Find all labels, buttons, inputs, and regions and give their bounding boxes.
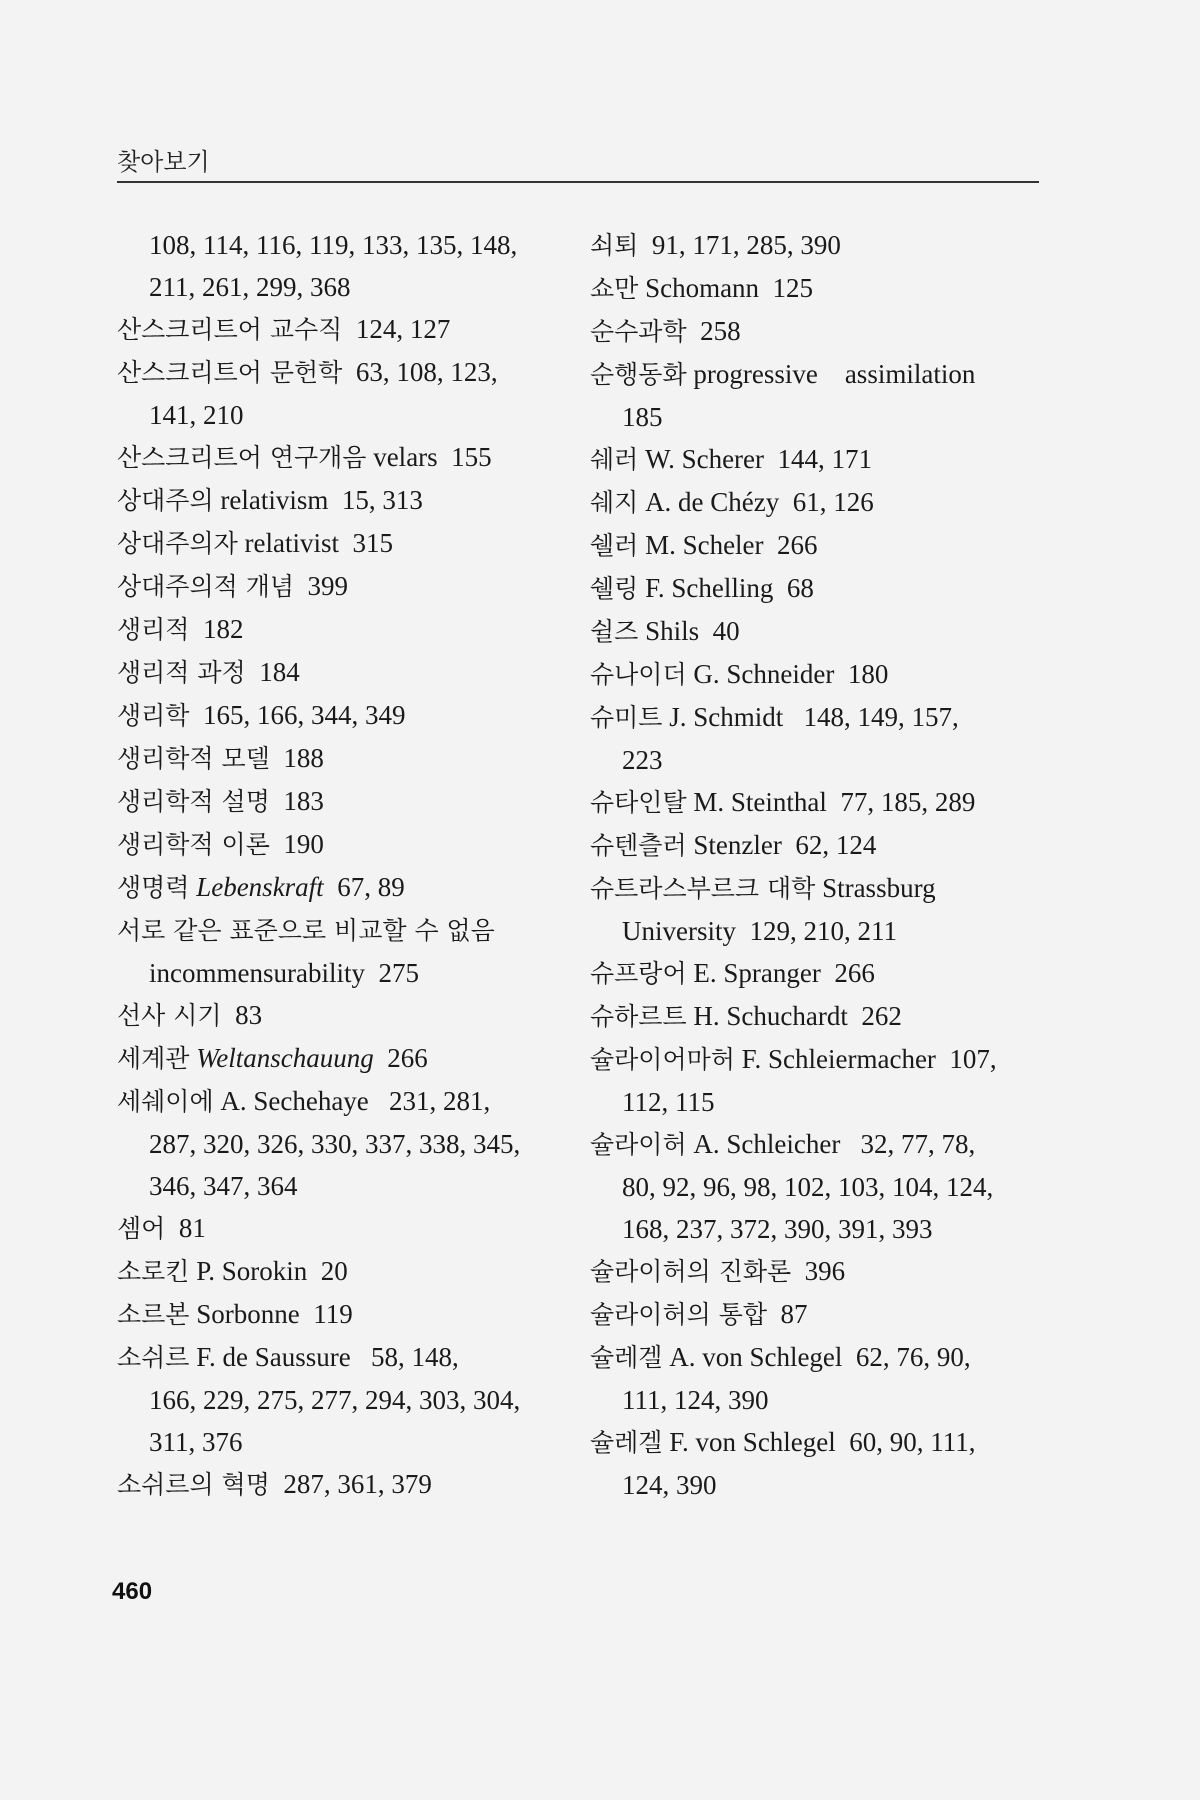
index-column-left	[117, 224, 557, 1506]
index-term-korean: 소르본	[117, 1300, 190, 1329]
index-term-korean: 생리적 과정	[117, 658, 246, 687]
index-entry-continuation	[590, 910, 1034, 952]
index-entry-continuation	[590, 1464, 1034, 1506]
index-term-text: 165, 166, 344, 349	[189, 700, 406, 730]
index-entry	[590, 267, 1034, 310]
index-term-text: University 129, 210, 211	[622, 916, 897, 946]
index-term-text: 223	[622, 745, 663, 775]
index-entry	[117, 651, 557, 694]
index-entry	[590, 1336, 1034, 1379]
index-term-text: 141, 210	[149, 400, 244, 430]
index-term-korean: 세계관	[117, 1044, 190, 1073]
index-entry	[117, 1250, 557, 1293]
index-term-text: M. Steinthal 77, 185, 289	[686, 787, 976, 817]
index-term-text: 183	[269, 786, 324, 816]
index-term-korean: 상대주의	[117, 486, 214, 515]
index-term-text: 190	[269, 829, 324, 859]
index-entry	[590, 781, 1034, 824]
index-term-korean: 슐라이어마허	[590, 1045, 735, 1074]
index-term-korean: 쉐러	[590, 445, 639, 474]
index-entry	[117, 479, 557, 522]
index-term-korean: 쇠퇴	[590, 231, 639, 260]
index-term-text: 396	[791, 1256, 846, 1286]
index-entry	[590, 1421, 1034, 1464]
index-entry	[117, 866, 557, 909]
index-term-korean: 소쉬르의 혁명	[117, 1470, 270, 1499]
index-term-korean: 셈어	[117, 1214, 166, 1243]
index-term-text: 80, 92, 96, 98, 102, 103, 104, 124,	[622, 1172, 994, 1202]
index-term-text: 266	[373, 1043, 428, 1073]
index-term-korean: 순수과학	[590, 317, 687, 346]
index-term-text: A. Sechehaye 231, 281,	[213, 1086, 491, 1116]
index-term-korean: 생리적	[117, 615, 190, 644]
index-term-text: 399	[294, 571, 348, 601]
index-term-korean: 슐라이허의 통합	[590, 1300, 767, 1329]
index-entry-continuation	[590, 739, 1034, 781]
index-entry	[117, 994, 557, 1037]
index-term-text: A. de Chézy 61, 126	[638, 487, 874, 517]
index-term-korean: 생리학적 설명	[117, 787, 270, 816]
index-entry	[117, 1463, 557, 1506]
index-term-text: 124, 390	[622, 1470, 717, 1500]
index-term-text: relativism 15, 313	[213, 485, 423, 515]
page-number: 460	[112, 1578, 153, 1605]
index-entry	[117, 694, 557, 737]
index-term-text: F. Schleiermacher 107,	[734, 1044, 997, 1074]
index-term-text: 185	[622, 402, 663, 432]
running-head: 찾아보기	[117, 148, 210, 176]
index-term-korean: 생리학	[117, 701, 190, 730]
index-entry	[117, 909, 557, 952]
index-term-korean: 슈트라스부르크 대학	[590, 874, 816, 903]
index-term-korean: 선사 시기	[117, 1001, 222, 1030]
index-entry	[590, 310, 1034, 353]
index-entry-continuation	[117, 224, 557, 266]
index-entry	[117, 1336, 557, 1379]
index-term-korean: 세쉐이에	[117, 1087, 214, 1116]
index-term-text: 188	[269, 743, 324, 773]
index-term-korean: 쇼만	[590, 274, 639, 303]
index-term-text: F. de Saussure 58, 148,	[189, 1342, 459, 1372]
index-entry	[590, 1123, 1034, 1166]
index-entry	[590, 481, 1034, 524]
index-entry	[117, 351, 557, 394]
index-term-korean: 생리학적 모델	[117, 744, 270, 773]
index-term-text: 168, 237, 372, 390, 391, 393	[622, 1214, 933, 1244]
index-term-korean: 슐레겔	[590, 1343, 663, 1372]
index-term-korean: 슐라이허의 진화론	[590, 1257, 792, 1286]
index-term-korean: 슐레겔	[590, 1428, 663, 1457]
index-term-text: progressive assimilation	[686, 359, 976, 389]
index-entry	[117, 436, 557, 479]
index-term-korean: 슈하르트	[590, 1002, 687, 1031]
index-term-text: 166, 229, 275, 277, 294, 303, 304,	[149, 1385, 521, 1415]
index-entry	[590, 696, 1034, 739]
index-entry	[590, 1038, 1034, 1081]
index-term-text: H. Schuchardt 262	[686, 1001, 902, 1031]
index-term-korean: 산스크리트어 교수직	[117, 315, 343, 344]
index-term-text: 91, 171, 285, 390	[638, 230, 841, 260]
index-entry-continuation	[117, 952, 557, 994]
index-entry	[590, 995, 1034, 1038]
index-entry	[117, 1293, 557, 1336]
index-entry-continuation	[590, 1081, 1034, 1123]
index-entry-continuation	[117, 266, 557, 308]
index-term-text: Shils 40	[638, 616, 740, 646]
index-entry	[117, 1207, 557, 1250]
index-entry	[590, 438, 1034, 481]
index-entry-continuation	[117, 1421, 557, 1463]
index-entry	[117, 522, 557, 565]
index-entry-continuation	[117, 1379, 557, 1421]
index-term-italic: Weltanschauung	[189, 1043, 374, 1073]
index-term-text: 112, 115	[622, 1087, 715, 1117]
index-term-korean: 생리학적 이론	[117, 830, 270, 859]
index-entry	[590, 524, 1034, 567]
index-term-text: G. Schneider 180	[686, 659, 889, 689]
index-term-text: F. von Schlegel 60, 90, 111,	[662, 1427, 976, 1457]
index-term-korean: 슈텐츨러	[590, 831, 687, 860]
index-entry	[590, 1293, 1034, 1336]
index-term-text: 211, 261, 299, 368	[149, 272, 351, 302]
index-term-korean: 생명력	[117, 873, 190, 902]
index-term-text: W. Scherer 144, 171	[638, 444, 873, 474]
index-term-text: M. Scheler 266	[638, 530, 818, 560]
index-term-text: 108, 114, 116, 119, 133, 135, 148,	[149, 230, 518, 260]
index-entry-continuation	[117, 1165, 557, 1207]
index-entry	[590, 567, 1034, 610]
index-term-text: 87	[767, 1299, 808, 1329]
index-term-text: relativist 315	[237, 528, 393, 558]
index-entry	[117, 565, 557, 608]
index-term-korean: 슈나이더	[590, 660, 687, 689]
index-entry	[590, 224, 1034, 267]
index-term-korean: 쉘러	[590, 531, 639, 560]
header-rule	[117, 181, 1039, 183]
index-term-korean: 산스크리트어 연구개음	[117, 443, 367, 472]
index-column-right	[590, 224, 1034, 1506]
index-term-text: velars 155	[366, 442, 492, 472]
index-term-korean: 상대주의자	[117, 529, 238, 558]
index-term-text: 311, 376	[149, 1427, 243, 1457]
index-term-text: 81	[165, 1213, 206, 1243]
index-entry	[117, 737, 557, 780]
index-term-korean: 슈프랑어	[590, 959, 687, 988]
index-term-korean: 슈타인탈	[590, 788, 687, 817]
index-term-text: A. von Schlegel 62, 76, 90,	[662, 1342, 971, 1372]
index-term-text: 83	[221, 1000, 263, 1030]
index-term-text: 182	[189, 614, 244, 644]
index-entry-continuation	[117, 394, 557, 436]
index-entry-continuation	[590, 1379, 1034, 1421]
index-entry-continuation	[590, 1208, 1034, 1250]
index-term-korean: 쉘링	[590, 574, 639, 603]
index-term-text: 287, 320, 326, 330, 337, 338, 345,	[149, 1129, 521, 1159]
index-term-text: 287, 361, 379	[269, 1469, 432, 1499]
index-term-korean: 산스크리트어 문헌학	[117, 358, 343, 387]
index-term-text: 258	[686, 316, 741, 346]
index-term-text: 63, 108, 123,	[342, 357, 498, 387]
index-term-text: Schomann 125	[638, 273, 814, 303]
index-term-korean: 소쉬르	[117, 1343, 190, 1372]
index-term-italic: Lebenskraft	[189, 872, 324, 902]
index-term-text: P. Sorokin 20	[189, 1256, 348, 1286]
index-term-korean: 서로 같은 표준으로 비교할 수 없음	[117, 916, 495, 945]
index-term-korean: 순행동화	[590, 360, 687, 389]
index-entry	[117, 308, 557, 351]
index-term-text: Sorbonne 119	[189, 1299, 353, 1329]
index-term-text: Strassburg	[815, 873, 936, 903]
index-term-korean: 슐라이허	[590, 1130, 687, 1159]
index-entry	[117, 780, 557, 823]
index-term-korean: 상대주의적 개념	[117, 572, 294, 601]
index-entry	[117, 1080, 557, 1123]
index-entry	[590, 1250, 1034, 1293]
index-term-korean: 슈미트	[590, 703, 663, 732]
index-term-text: 346, 347, 364	[149, 1171, 298, 1201]
index-term-text: incommensurability 275	[149, 958, 419, 988]
index-term-text: F. Schelling 68	[638, 573, 814, 603]
index-entry	[590, 653, 1034, 696]
index-entry	[590, 824, 1034, 867]
index-term-text: Stenzler 62, 124	[686, 830, 877, 860]
index-entry	[590, 952, 1034, 995]
index-entry	[117, 608, 557, 651]
index-term-text: 124, 127	[342, 314, 451, 344]
index-term-text: A. Schleicher 32, 77, 78,	[686, 1129, 976, 1159]
index-entry	[590, 867, 1034, 910]
index-term-korean: 쉐지	[590, 488, 639, 517]
index-entry	[117, 1037, 557, 1080]
index-entry	[590, 610, 1034, 653]
index-term-text: J. Schmidt 148, 149, 157,	[662, 702, 959, 732]
index-term-text: 111, 124, 390	[622, 1385, 769, 1415]
index-term-korean: 쉴즈	[590, 617, 639, 646]
index-entry-continuation	[117, 1123, 557, 1165]
index-entry	[590, 353, 1034, 396]
index-entry-continuation	[590, 396, 1034, 438]
index-entry	[117, 823, 557, 866]
index-term-korean: 소로킨	[117, 1257, 190, 1286]
index-term-text: 184	[245, 657, 300, 687]
index-term-text: 67, 89	[323, 872, 405, 902]
index-term-text: E. Spranger 266	[686, 958, 875, 988]
index-entry-continuation	[590, 1166, 1034, 1208]
